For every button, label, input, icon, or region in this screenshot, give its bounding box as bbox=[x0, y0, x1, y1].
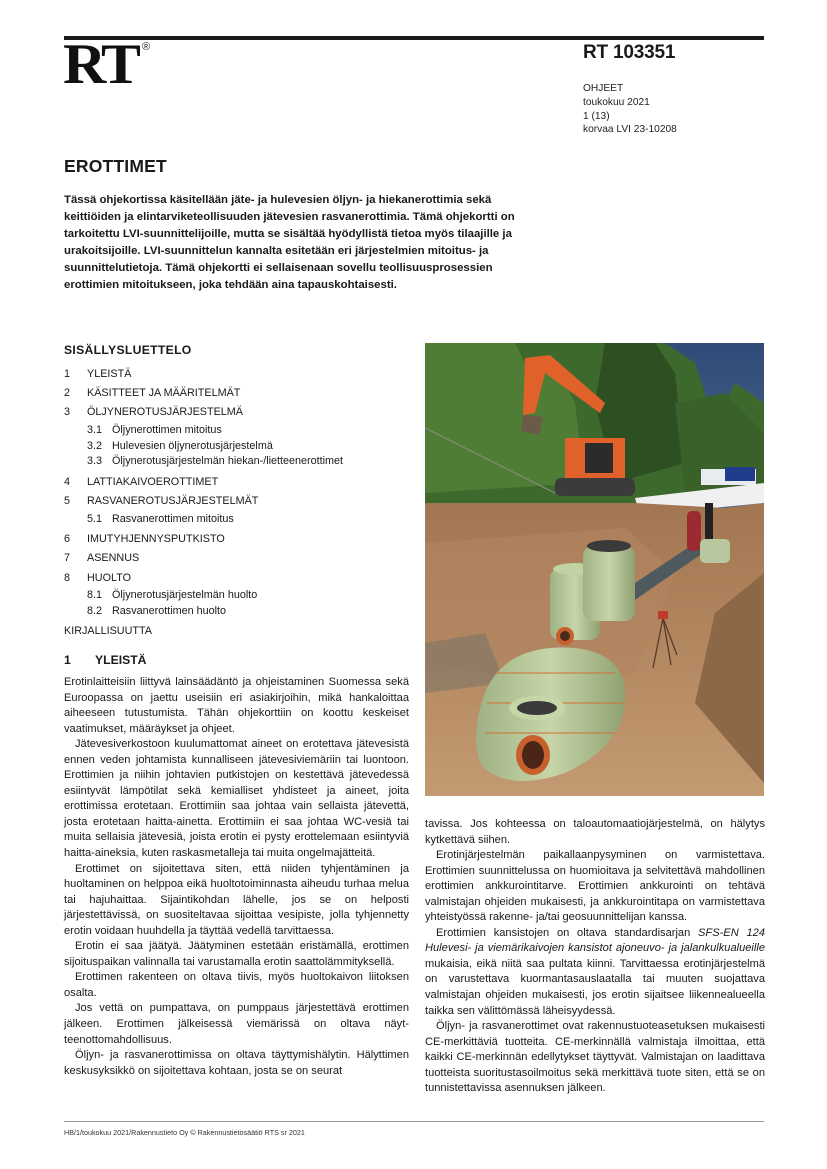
toc-item[interactable]: 3 ÖLJYNEROTUSJÄRJESTELMÄ bbox=[64, 406, 243, 419]
toc-item[interactable]: 1 YLEISTÄ bbox=[64, 367, 132, 380]
body-paragraph: Jos vettä on pumpattava, on pumppaus järjestettävä erottimen jälkeen. Erottimen jälkeisessä viemärissä on oltava näytteenottomahdollisuus. bbox=[64, 1002, 409, 1046]
header-rule bbox=[64, 36, 764, 40]
body-paragraph: Jätevesiverkostoon kuulumattomat aineet on erotettava jätevesistä ennen veden johtamista kunnalliseen jätevesiviemäriin tai luontoon. Erottimien ja niihin johtavien putkistojen on kestettävä jätevedessä esiintyvät lämpötilat sekä kemialliset yhdisteet ja aineet, joita erottimissa erotetaan. Erottimiin saa johtaa vain sellaista jätevettä, josta erotetaan haitta-ainetta. Erottimiin ei saa johtaa WC-vesiä tai muita sellaisia jätevesiä, joista erotin ei pysty erottelemaan esiintyviä haitta-aineksia, kuten raskasmetalleja tai muita ongelmajätteitä. bbox=[64, 738, 409, 860]
replaces-note: korvaa LVI 23-10208 bbox=[583, 124, 677, 136]
toc-item-literature[interactable]: KIRJALLISUUTTA bbox=[64, 625, 152, 638]
separator-installation-illustration bbox=[425, 343, 764, 796]
section-number: 1 bbox=[64, 653, 71, 667]
doc-date: toukokuu 2021 bbox=[583, 96, 650, 108]
body-paragraph: Öljyn- ja rasvanerottimet ovat rakennustuoteasetuksen mukaisesti CE-merkittäviä tuotteita. CE-merkinnällä valmistaja ilmoittaa, että kaikki CE-merkinnän edellytykset täyttyvät. Valmistajan on laadittava tuotteista suoritustasoilmoitus sekä merkittävä tuote siten, että se on tunnistettavissa asennuksen jälkeen. bbox=[425, 1020, 765, 1095]
toc-item[interactable]: 5 RASVANEROTUSJÄRJESTELMÄT bbox=[64, 495, 259, 508]
footer-copyright: HB/1/toukokuu 2021/Rakennustieto Oy © Rakennustietosäätiö RTS sr 2021 bbox=[64, 1128, 305, 1137]
body-paragraph: Erottimet on sijoitettava siten, että niiden tyhjentäminen ja huoltaminen on helppoa eikä huoltotoiminnasta aiheudu turhaa melua tai hajuhaittaa. Sijaintikohdan lähelle, jos se on helposti järjestettävissä, on suositeltavaa sijoittaa vesipiste, jolla tyhjennetty erotin voidaan huuhdella ja täyttää vedellä tarvittaessa. bbox=[64, 862, 409, 937]
body-paragraph: Erotinjärjestelmän paikallaanpysyminen on varmistettava. Erottimien suunnittelussa on huomioitava ja selvitettävä mahdollinen erottimien ankkurointitarve. Erottimien ankkurointi on tehtävä valmistajan ohjeiden mukaisesti, ja ankkurointitapa on varmistettava yhteistyössä rakenne- ja/tai geosuunnittelijan kanssa. bbox=[425, 849, 765, 924]
body-paragraph: tavissa. Jos kohteessa on taloautomaatiojärjestelmä, on hälytys kytkettävä siihen. bbox=[425, 818, 765, 846]
construction-site-photo bbox=[425, 343, 764, 796]
registered-mark: ® bbox=[142, 41, 151, 53]
toc-subitem[interactable]: 8.1 Öljynerotusjärjestelmän huolto bbox=[87, 589, 258, 602]
standard-title: SFS-EN 124 Hulevesi- ja viemärikaivojen kansistot ajoneuvo- ja jalankulkualueille bbox=[425, 926, 765, 955]
body-paragraph: Erotin ei saa jäätyä. Jäätyminen estetään eristämällä, erottimen sijoituspaikan valinnalla tai varustamalla erotin saattolämmityksellä. bbox=[64, 940, 409, 968]
toc-subitem[interactable]: 3.1 Öljynerottimen mitoitus bbox=[87, 423, 222, 436]
body-paragraph: Erotinlaitteisiin liittyvä lainsäädäntö ja ohjeistaminen Suomessa sekä Euroopassa on jaettu useisiin eri asiakirjoihin, mikä hankaloittaa aiheeseen tutustumista. Tähän ohjekorttiin on koottu keskeiset vaatimukset, määräykset ja ohjeet. bbox=[64, 676, 409, 735]
doc-type: OHJEET bbox=[583, 83, 624, 94]
toc-item[interactable]: 8 HUOLTO bbox=[64, 571, 131, 584]
toc-subitem[interactable]: 3.3 Öljynerotusjärjestelmän hiekan-/lietteenerottimet bbox=[87, 455, 344, 468]
toc-subitem[interactable]: 5.1 Rasvanerottimen mitoitus bbox=[87, 512, 234, 525]
section-title: YLEISTÄ bbox=[95, 653, 147, 667]
body-paragraph: Öljyn- ja rasvanerottimissa on oltava täyttymishälytin. Hälyttimen keskusyksikkö on sijoitettava kohtaan, josta se on seurat bbox=[64, 1049, 409, 1077]
body-paragraph: Erottimen rakenteen on oltava tiivis, myös huoltokaivon liitoksen osalta. bbox=[64, 971, 409, 999]
toc-item[interactable]: 6 IMUTYHJENNYSPUTKISTO bbox=[64, 533, 225, 546]
section-heading bbox=[64, 653, 146, 667]
page-number: 1 (13) bbox=[583, 110, 610, 122]
toc-item[interactable]: 4 LATTIAKAIVOEROTTIMET bbox=[64, 475, 219, 488]
lead-paragraph: Tässä ohjekortissa käsitellään jäte- ja hulevesien öljyn- ja hiekanerottimia sekä keittiöiden ja elintarviketeollisuuden jätevesien rasvanerottimia. Tämä ohjekortti on tarkoitettu LVI-suunnittelijoille, mutta se sisältää hyödyllistä tietoa myös tilaajille ja urakoitsijoille. LVI-suunnittelun kannalta esitetään eri järjestelmien mitoitus- ja suunnittelutietoja. Tämä ohjekortti ei sellaisenaan sovellu teollisuusprosessien erottimien mitoitukseen, joka tehdään aina tapauskohtaisesti. bbox=[64, 194, 515, 292]
toc-item[interactable]: 7 ASENNUS bbox=[64, 552, 140, 565]
document-meta bbox=[583, 82, 677, 137]
body-column-right bbox=[425, 817, 765, 1097]
rt-logo: RT bbox=[63, 33, 138, 96]
toc-subitem[interactable]: 8.2 Rasvanerottimen huolto bbox=[87, 604, 227, 617]
table-of-contents bbox=[64, 364, 414, 641]
page-title: EROTTIMET bbox=[64, 156, 167, 176]
toc-item[interactable]: 2 KÄSITTEET JA MÄÄRITELMÄT bbox=[64, 387, 241, 400]
toc-title: SISÄLLYSLUETTELO bbox=[64, 343, 192, 357]
toc-subitem[interactable]: 3.2 Hulevesien öljynerotusjärjestelmä bbox=[87, 439, 273, 452]
standard-reference-paragraph: Erottimien kansistojen on oltava standardisarjan SFS-EN 124 Hulevesi- ja viemärikaivojen kansistot ajoneuvo- ja jalankulkualueille mukaisia, eikä niitä saa pultata kiinni. Tarvittaessa erotinjärjestelmä on varustettava kuormantasauslaatalla tai muuten suojattava valmistajan ohjeiden mukaisesti, jos erotin sijaitsee liikennealueella taikka sen välittömässä läheisyydessä. bbox=[425, 926, 765, 1017]
document-code: RT 103351 bbox=[583, 42, 676, 63]
body-column-left bbox=[64, 675, 409, 1079]
footer-rule bbox=[64, 1121, 764, 1122]
